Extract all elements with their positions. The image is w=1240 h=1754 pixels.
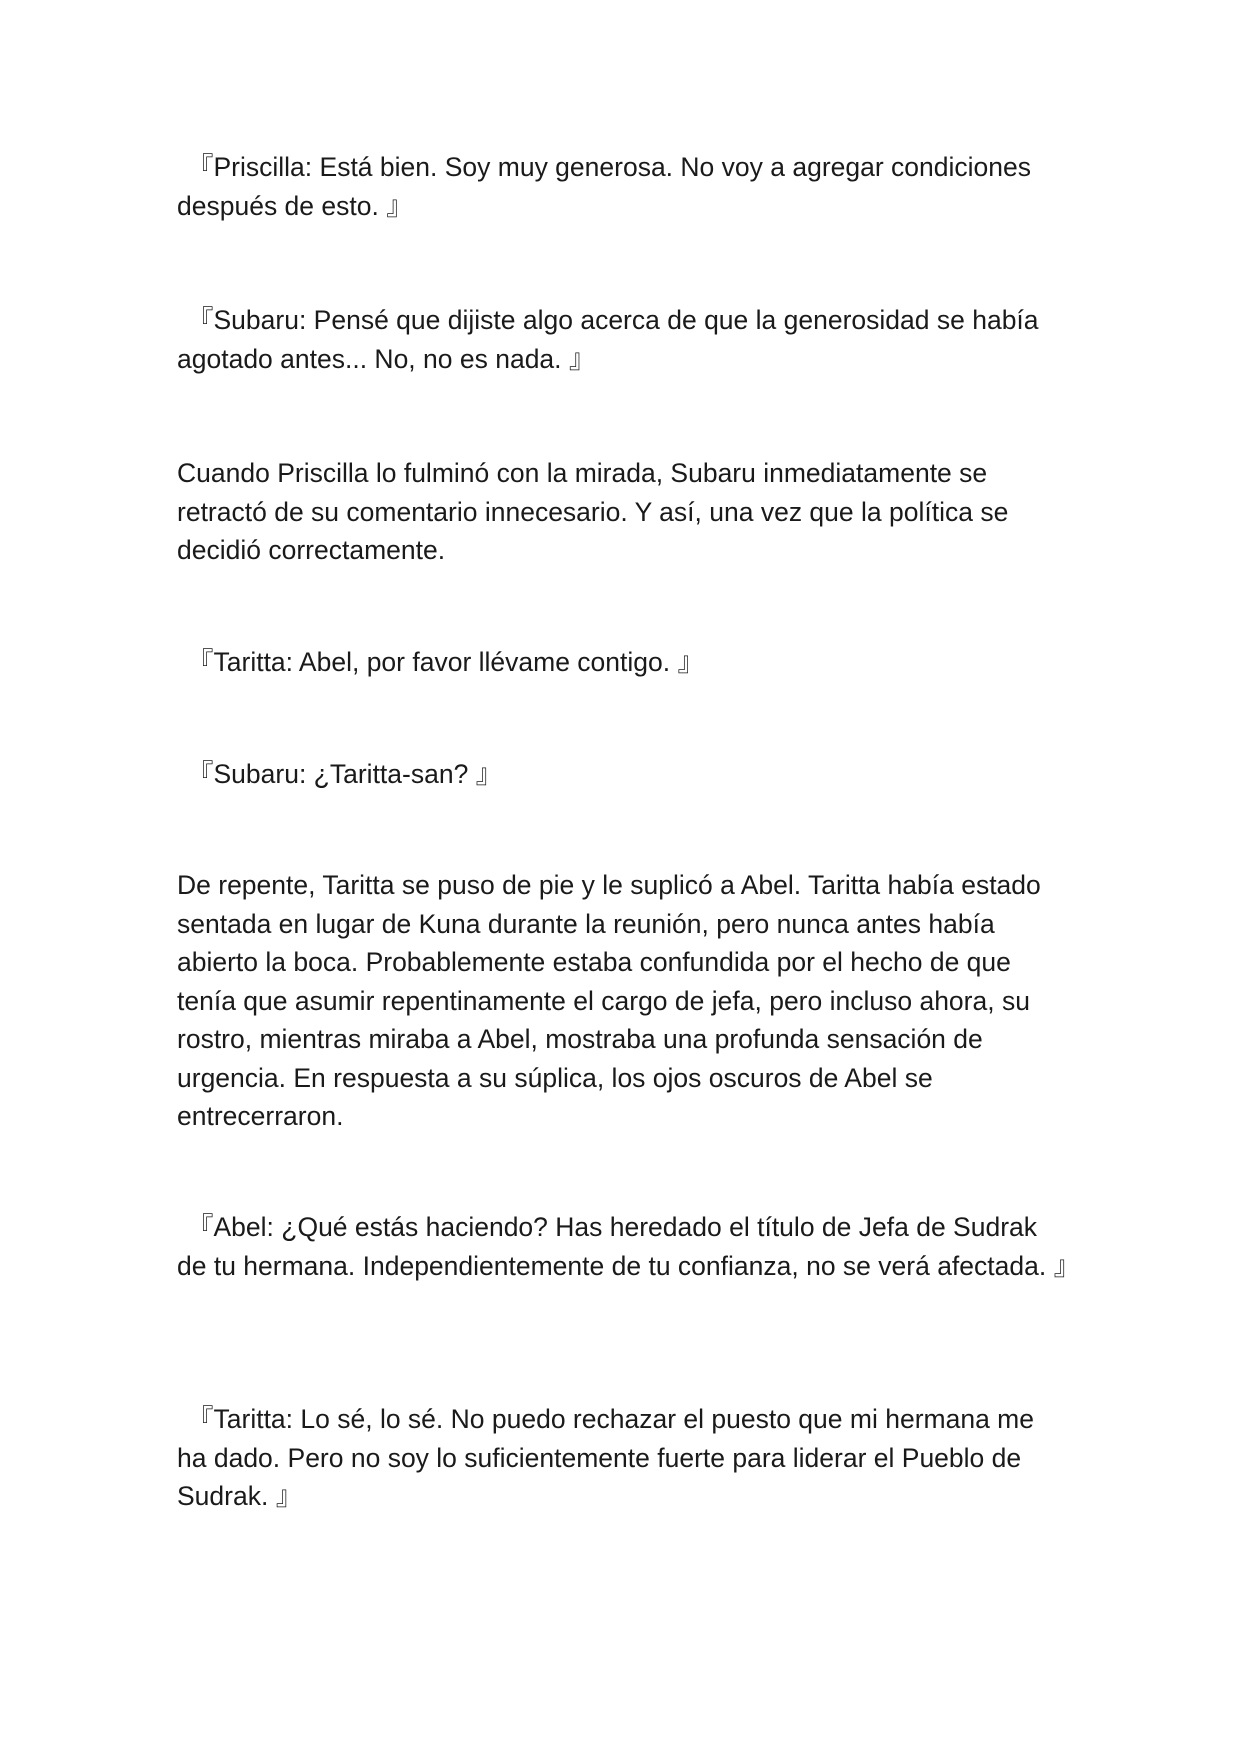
dialogue-subaru: 『Subaru: ¿Taritta-san? 』 <box>187 759 503 789</box>
dialogue-taritta: 『Taritta: Lo sé, lo sé. No puedo rechazar el puesto que mi hermana me ha dado. Pero no soy lo suficientemente fuerte para liderar el Pueblo de Sudrak. 』 <box>177 1404 1034 1511</box>
dialogue-subaru: 『Subaru: Pensé que dijiste algo acerca de que la generosidad se había agotado antes... No, no es nada. 』 <box>177 305 1039 374</box>
dialogue-taritta: 『Taritta: Abel, por favor llévame contigo. 』 <box>187 647 704 677</box>
dialogue-priscilla: 『Priscilla: Está bien. Soy muy generosa. No voy a agregar condiciones después de esto. 』 <box>177 152 1032 221</box>
dialogue-abel: 『Abel: ¿Qué estás haciendo? Has heredado el título de Jefa de Sudrak de tu hermana. Independientemente de tu confianza, no se verá afectada. 』 <box>177 1212 1081 1281</box>
narration-paragraph: De repente, Taritta se puso de pie y le suplicó a Abel. Taritta había estado sentada en lugar de Kuna durante la reunión, pero nunca antes había abierto la boca. Probablemente estaba confundida por el hecho de que tenía que asumir repentinamente el cargo de jefa, pero incluso ahora, su rostro, mientras miraba a Abel, mostraba una profunda sensación de urgencia. En respuesta a su súplica, los ojos oscuros de Abel se entrecerraron. <box>177 870 1041 1131</box>
narration-paragraph: Cuando Priscilla lo fulminó con la mirada, Subaru inmediatamente se retractó de su comentario innecesario. Y así, una vez que la política se decidió correctamente. <box>177 458 1009 565</box>
